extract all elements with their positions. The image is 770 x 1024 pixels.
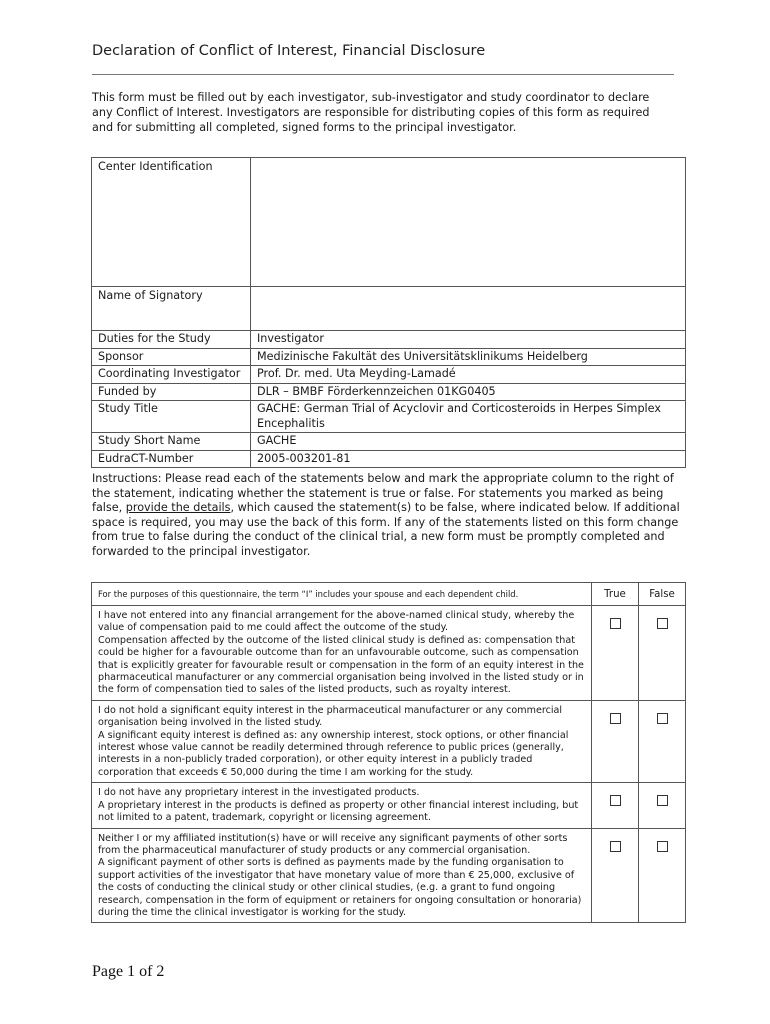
center-identification-label: Center Identification — [92, 158, 251, 287]
signatory-name-field[interactable] — [251, 287, 686, 331]
info-row-funded-by — [92, 383, 686, 401]
false-checkbox[interactable] — [657, 713, 668, 724]
statement-text: Neither I or my affiliated institution(s) have or will receive any significant payments of other sorts from the pharmaceutical manufacturer of study products or any commercial organisation. A significant payment of other sorts is defined as payments made by the funding organisation to support activities of the investigator that have monetary value of more than € 25,000, exclusive of the costs of conducting the clinical study or other clinical studies, (e.g. a grant to fund ongoing research, compensation in the form of equipment or retainers for ongoing consultation or honoraria) during the time the clinical investigator is working for the study. — [92, 828, 592, 923]
true-column-header: True — [592, 583, 639, 606]
study-info-table — [91, 157, 686, 468]
true-checkbox[interactable] — [610, 618, 621, 629]
true-checkbox[interactable] — [610, 841, 621, 852]
info-value: DLR – BMBF Förderkennzeichen 01KG0405 — [251, 383, 686, 401]
statement-text: I do not hold a significant equity interest in the pharmaceutical manufacturer or any commercial organisation being involved in the listed study. A significant equity interest is defined as: any ownership interest, stock options, or other financial interest whose value cannot be readily determined through reference to public prices (generally, interests in a non-publicly traded corporation), or other equity interest in a publicly traded corporation that exceeds € 50,000 during the time I am working for the study. — [92, 700, 592, 782]
statement-row — [92, 783, 686, 828]
statement-row — [92, 606, 686, 701]
statement-row — [92, 700, 686, 782]
info-row-coordinating-investigator — [92, 366, 686, 384]
questionnaire-table — [91, 582, 686, 923]
info-row-eudract-number — [92, 450, 686, 468]
false-checkbox[interactable] — [657, 618, 668, 629]
provide-details-emphasis: provide the details — [125, 501, 231, 514]
info-value: Medizinische Fakultät des Universitätsklinikums Heidelberg — [251, 348, 686, 366]
page-title: Declaration of Conflict of Interest, Financial Disclosure — [92, 43, 486, 59]
info-label: EudraCT-Number — [92, 450, 251, 468]
false-checkbox[interactable] — [657, 841, 668, 852]
info-value: GACHE: German Trial of Acyclovir and Corticosteroids in Herpes Simplex Encephalitis — [251, 401, 686, 433]
page-number: Page 1 of 2 — [92, 963, 165, 980]
intro-paragraph: This form must be filled out by each investigator, sub-investigator and study coordinator to declare any Conflict of Interest. Investigators are responsible for distributing copies of this form as required and for submitting all completed, signed forms to the principal investigator. — [92, 91, 650, 134]
info-value: Prof. Dr. med. Uta Meyding-Lamadé — [251, 366, 686, 384]
info-value: Investigator — [251, 331, 686, 349]
info-row-duties — [92, 331, 686, 349]
info-label: Sponsor — [92, 348, 251, 366]
statement-text: I have not entered into any financial arrangement for the above-named clinical study, whereby the value of compensation paid to me could affect the outcome of the study. Compensation affected by the outcome of the listed clinical study is defined as: compensation that could be higher for a favourable outcome than for an unfavourable outcome, such as compensation that is explicitly greater for favourable result or compensation in the form of an equity interest in the pharmaceutical manufacturer or any commercial organisation being involved in the listed study or in the form of compensation tied to sales of the listed products, such as royalty interest. — [92, 606, 592, 701]
statement-row — [92, 828, 686, 923]
signatory-name-label: Name of Signatory — [92, 287, 251, 331]
questionnaire-header-row — [92, 583, 686, 606]
info-value: 2005-003201-81 — [251, 450, 686, 468]
questionnaire-note: For the purposes of this questionnaire, the term “I” includes your spouse and each dependent child. — [92, 583, 592, 606]
info-label: Funded by — [92, 383, 251, 401]
instructions-text: Please read each of the statements below and mark the appropriate column to the right of the statement, indicating whether the statement is true or false. For statements you marked as being false, — [92, 472, 674, 514]
instructions-text: , which caused the statement(s) to be false, where indicated below. If additional space is required, you may use the back of this form. If any of the statements listed on this form change from true to false during the conduct of the clinical trial, a new form must be promptly completed and forwarded to the principal investigator. — [92, 501, 680, 558]
info-value: GACHE — [251, 433, 686, 451]
false-column-header: False — [639, 583, 686, 606]
true-checkbox[interactable] — [610, 713, 621, 724]
info-label: Coordinating Investigator — [92, 366, 251, 384]
instructions-label: Instructions: — [92, 472, 162, 485]
center-identification-field[interactable] — [251, 158, 686, 287]
statement-text: I do not have any proprietary interest in the investigated products. A proprietary interest in the products is defined as property or other financial interest including, but not limited to a patent, trademark, copyright or licensing agreement. — [92, 783, 592, 828]
info-label: Study Short Name — [92, 433, 251, 451]
info-row-sponsor — [92, 348, 686, 366]
info-label: Duties for the Study — [92, 331, 251, 349]
false-checkbox[interactable] — [657, 795, 668, 806]
instructions-paragraph — [92, 472, 682, 559]
info-label: Study Title — [92, 401, 251, 433]
info-row-study-title — [92, 401, 686, 433]
true-checkbox[interactable] — [610, 795, 621, 806]
info-row-study-short-name — [92, 433, 686, 451]
title-divider — [92, 74, 674, 75]
